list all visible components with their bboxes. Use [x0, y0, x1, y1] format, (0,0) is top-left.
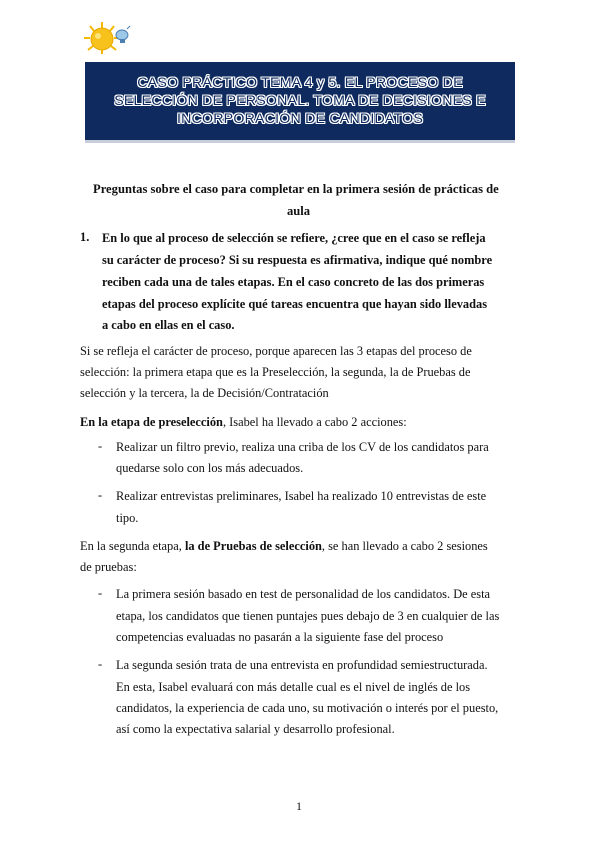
- subtitle-line-1: Preguntas sobre el caso para completar en la primera sesión de prácticas de: [93, 182, 499, 196]
- preselection-bullet-2-line-2: tipo.: [116, 511, 139, 525]
- preselection-bold: En la etapa de preselección: [80, 415, 223, 429]
- answer-line-3: selección y la tercera, la de Decisión/Contratación: [80, 386, 329, 400]
- preselection-rest: , Isabel ha llevado a cabo 2 acciones:: [222, 415, 407, 429]
- tests-bullet-2-line-3: candidatos, la experiencia de cada uno, su motivación o interés por el puesto,: [116, 701, 499, 715]
- answer-line-2: selección: la primera etapa que es la Preselección, la segunda, la de Pruebas de: [80, 365, 471, 379]
- document-title-banner: [85, 62, 515, 143]
- bullet-marker: -: [98, 657, 103, 671]
- title-line-3: INCORPORACIÓN DE CANDIDATOS: [176, 111, 424, 127]
- tests-bullet-2-line-2: En esta, Isabel evaluará con más detalle cual es el nivel de inglés de los: [116, 680, 471, 694]
- answer-line-1: Si se refleja el carácter de proceso, porque aparecen las 3 etapas del proceso de: [80, 344, 472, 358]
- tests-bullet-1-line-3: competencias evaluadas no pasarán a la siguiente fase del proceso: [116, 630, 444, 644]
- tests-rest: , se han llevado a cabo 2 sesiones: [321, 539, 488, 553]
- page-number: 1: [296, 799, 302, 813]
- question-line-1: En lo que al proceso de selección se refiere, ¿cree que en el caso se refleja: [102, 231, 486, 245]
- bullet-marker: -: [98, 586, 103, 600]
- sun-lightbulb-icon: [82, 20, 134, 58]
- tests-bullet-2-line-4: así como la expectativa salarial y desarrollo profesional.: [116, 722, 395, 736]
- preselection-bullet-2-line-1: Realizar entrevistas preliminares, Isabel ha realizado 10 entrevistas de este: [116, 489, 487, 503]
- tests-intro-line-2: de pruebas:: [80, 560, 137, 574]
- title-line-2: SELECCIÓN DE PERSONAL. TOMA DE DECISIONES E: [114, 93, 486, 109]
- tests-bullet-1-line-2: etapa, los candidatos que tienen puntajes pues debajo de 3 en cualquier de las: [116, 609, 500, 623]
- preselection-intro: [80, 414, 407, 430]
- tests-bold: la de Pruebas de selección: [184, 539, 322, 553]
- question-number: 1.: [80, 230, 90, 244]
- title-line-1: CASO PRÁCTICO TEMA 4 y 5. EL PROCESO DE: [137, 75, 463, 91]
- subtitle-line-2: aula: [287, 204, 311, 218]
- tests-bullet-2-line-1: La segunda sesión trata de una entrevista en profundidad semiestructurada.: [116, 658, 488, 672]
- preselection-bullet-1-line-1: Realizar un filtro previo, realiza una criba de los CV de los candidatos para: [116, 440, 489, 454]
- question-line-4: etapas del proceso explícite qué tareas encuentra que hayan sido llevadas: [102, 297, 488, 311]
- tests-lead: En la segunda etapa,: [80, 539, 185, 553]
- question-line-3: reciben cada una de tales etapas. En el caso concreto de las dos primeras: [102, 275, 485, 289]
- tests-bullet-1-line-1: La primera sesión basado en test de personalidad de los candidatos. De esta: [116, 587, 491, 601]
- tests-intro-line-1: [80, 538, 488, 554]
- preselection-bullet-1-line-2: quedarse solo con los más adecuados.: [116, 461, 304, 475]
- bullet-marker: -: [98, 439, 103, 453]
- question-line-5: a cabo en ellas en el caso.: [102, 318, 235, 332]
- bullet-marker: -: [98, 488, 103, 502]
- question-line-2: su carácter de proceso? Si su respuesta es afirmativa, indique qué nombre: [102, 253, 493, 267]
